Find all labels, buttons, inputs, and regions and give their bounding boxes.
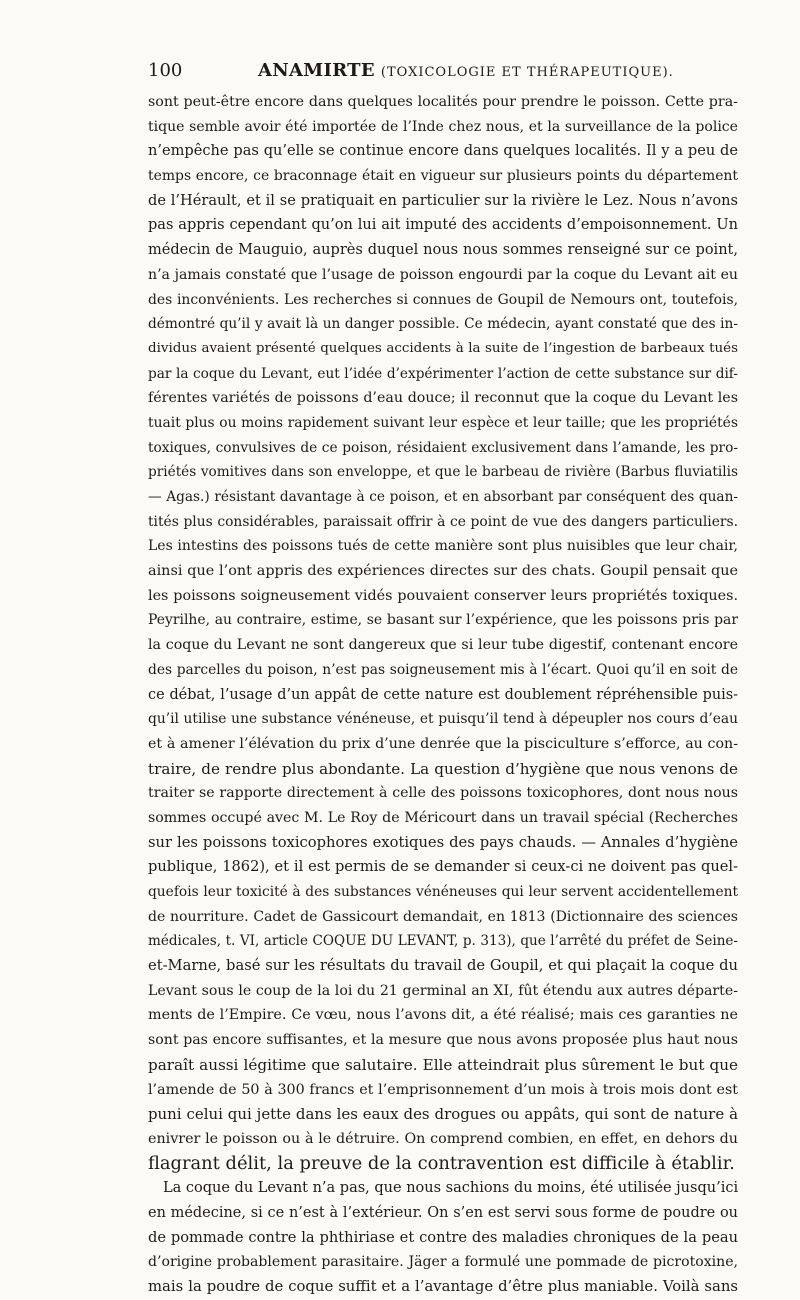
text-line: de l’Hérault, et il se pratiquait en particulier sur la rivière le Lez. Nous n’avons <box>148 191 738 209</box>
text-line: pas appris cependant qu’on lui ait imputé des accidents d’empoisonnement. Un <box>148 217 738 234</box>
text-line: priétés vomitives dans son enveloppe, et que le barbeau de rivière (Barbus fluviatilis <box>148 464 738 481</box>
text-line: en médecine, si ce n’est à l’extérieur. On s’en est servi sous forme de poudre ou <box>148 1204 738 1221</box>
running-title: ANAMIRTE <box>258 60 375 81</box>
page-number: 100 <box>148 60 183 81</box>
text-line: médicales, t. VI, article COQUE DU LEVANT, p. 313), que l’arrêté du préfet de Seine- <box>148 933 738 950</box>
text-line: quefois leur toxicité à des substances vénéneuses qui leur servent accidentellement <box>148 884 738 900</box>
text-line: Les intestins des poissons tués de cette manière sont plus nuisibles que leur chair, <box>148 538 738 555</box>
text-line: des parcelles du poison, n’est pas soigneusement mis à l’écart. Quoi qu’il en soit de <box>148 661 738 678</box>
text-line: toxiques, convulsives de ce poison, résidaient exclusivement dans l’amande, les pro- <box>148 439 738 456</box>
running-head <box>258 56 674 88</box>
text-line: férentes variétés de poissons d’eau douce; il reconnut que la coque du Levant les <box>148 390 738 407</box>
text-line: de pommade contre la phthiriase et contre des maladies chroniques de la peau <box>148 1228 738 1246</box>
text-line: puni celui qui jette dans les eaux des drogues ou appâts, qui sont de nature à <box>148 1105 738 1124</box>
text-line: n’empêche pas qu’elle se continue encore dans quelques localités. Il y a peu de <box>148 142 738 160</box>
text-line: et à amener l’élévation du prix d’une denrée que la pisciculture s’efforce, au con- <box>148 735 738 752</box>
text-line: sont peut-être encore dans quelques localités pour prendre le poisson. Cette pra- <box>148 94 738 110</box>
text-line: sont pas encore suffisantes, et la mesure que nous avons proposée plus haut nous <box>148 1032 738 1049</box>
text-line: Peyrilhe, au contraire, estime, se basant sur l’expérience, que les poissons pris par <box>148 612 738 629</box>
text-line: mais la poudre de coque suffit et a l’avantage d’être plus maniable. Voilà sans <box>148 1278 738 1295</box>
text-line: démontré qu’il y avait là un danger possible. Ce médecin, ayant constaté que des in- <box>148 316 738 333</box>
text-line: de nourriture. Cadet de Gassicourt demandait, en 1813 (Dictionnaire des sciences <box>148 908 738 925</box>
text-line: par la coque du Levant, eut l’idée d’expérimenter l’action de cette substance sur dif- <box>148 365 738 382</box>
text-line: médecin de Mauguio, auprès duquel nous nous sommes renseigné sur ce point, <box>148 242 738 259</box>
text-line: qu’il utilise une substance vénéneuse, et puisqu’il tend à dépeupler nos cours d’eau <box>148 711 738 728</box>
text-line: publique, 1862), et il est permis de se demander si ceux-ci ne doivent pas quel- <box>148 858 738 876</box>
text-line: et-Marne, basé sur les résultats du travail de Goupil, et qui plaçait la coque du <box>148 957 738 975</box>
body-text <box>148 90 738 1300</box>
text-line: flagrant délit, la preuve de la contravention est difficile à établir. <box>148 1152 735 1174</box>
text-line: paraît aussi légitime que salutaire. Elle atteindrait plus sûrement le but que <box>148 1055 738 1074</box>
text-line: tuait plus ou moins rapidement suivant leur espèce et leur taille; que les propriétés <box>148 414 738 431</box>
text-line: n’a jamais constaté que l’usage de poisson engourdi par la coque du Levant ait eu <box>148 266 738 283</box>
text-line: ainsi que l’ont appris des expériences directes sur des chats. Goupil pensait que <box>148 563 738 580</box>
text-line: traiter se rapporte directement à celle des poissons toxicophores, dont nous nous <box>148 785 738 802</box>
page-header <box>148 56 738 86</box>
text-line: temps encore, ce braconnage était en vigueur sur plusieurs points du département <box>148 168 738 185</box>
text-line: la coque du Levant ne sont dangereux que si leur tube digestif, contenant encore <box>148 637 738 654</box>
text-line: — Agas.) résistant davantage à ce poison, et en absorbant par conséquent des quan- <box>148 489 738 505</box>
text-line: ments de l’Empire. Ce vœu, nous l’avons dit, a été réalisé; mais ces garanties ne <box>148 1007 738 1024</box>
text-line: l’amende de 50 à 300 francs et l’emprisonnement d’un mois à trois mois dont est <box>148 1081 738 1098</box>
text-line: d’origine probablement parasitaire. Jäger a formulé une pommade de picrotoxine, <box>148 1254 738 1271</box>
text-line: dividus avaient présenté quelques accidents à la suite de l’ingestion de barbeaux tués <box>148 340 738 356</box>
text-line: enivrer le poisson ou à le détruire. On comprend combien, en effet, en dehors du <box>148 1130 738 1147</box>
running-subtitle: (TOXICOLOGIE ET THÉRAPEUTIQUE). <box>380 65 674 80</box>
text-line: les poissons soigneusement vidés pouvaient conserver leurs propriétés toxiques. <box>148 587 738 604</box>
text-line: sur les poissons toxicophores exotiques des pays chauds. — Annales d’hygiène <box>148 833 738 851</box>
text-line: ce débat, l’usage d’un appât de cette nature est doublement répréhensible puis- <box>148 686 738 703</box>
text-line: tique semble avoir été importée de l’Inde chez nous, et la surveillance de la police <box>148 118 738 135</box>
text-line: traire, de rendre plus abondante. La question d’hygiène que nous venons de <box>148 759 738 778</box>
text-line: tités plus considérables, paraissait offrir à ce point de vue des dangers particuliers. <box>148 513 738 530</box>
text-line: La coque du Levant n’a pas, que nous sachions du moins, été utilisée jusqu’ici <box>163 1180 739 1197</box>
text-line: des inconvénients. Les recherches si connues de Goupil de Nemours ont, toutefois, <box>148 291 738 308</box>
text-line: Levant sous le coup de la loi du 21 germinal an XI, fût étendu aux autres départe- <box>148 982 738 999</box>
text-line: sommes occupé avec M. Le Roy de Méricourt dans un travail spécial (Recherches <box>148 809 738 826</box>
